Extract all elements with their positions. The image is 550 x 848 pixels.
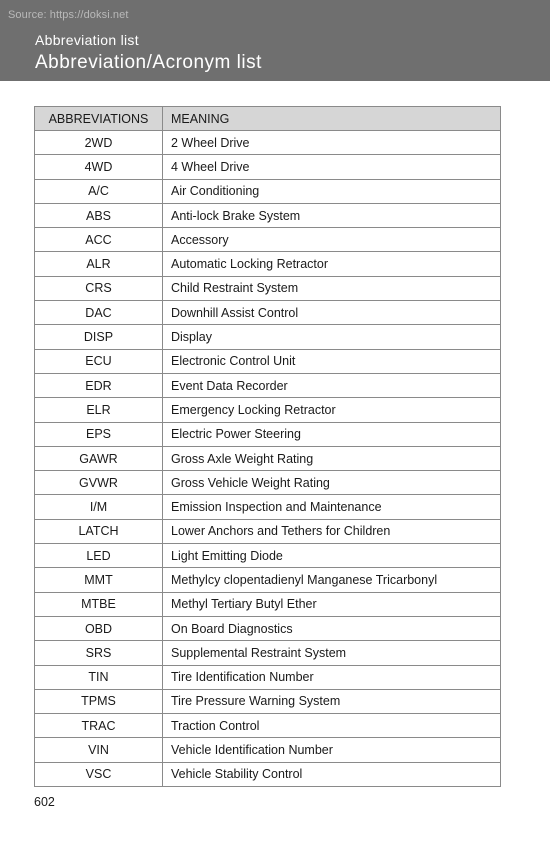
- abbreviation-cell: DAC: [35, 301, 163, 325]
- abbreviation-cell: I/M: [35, 495, 163, 519]
- table-row: [35, 689, 501, 713]
- meaning-cell: Display: [163, 325, 501, 349]
- table-row: [35, 641, 501, 665]
- abbreviation-cell: ALR: [35, 252, 163, 276]
- abbreviation-cell: OBD: [35, 616, 163, 640]
- table-row: [35, 519, 501, 543]
- table-row: [35, 568, 501, 592]
- meaning-cell: Emergency Locking Retractor: [163, 398, 501, 422]
- table-row: [35, 495, 501, 519]
- abbreviation-cell: ACC: [35, 228, 163, 252]
- abbreviation-table-container: [34, 106, 500, 787]
- meaning-cell: Vehicle Stability Control: [163, 762, 501, 786]
- abbreviation-cell: GAWR: [35, 446, 163, 470]
- table-row: [35, 665, 501, 689]
- abbreviation-cell: LED: [35, 544, 163, 568]
- table-row: [35, 446, 501, 470]
- header-band: [0, 0, 550, 81]
- table-row: [35, 349, 501, 373]
- table-row: [35, 131, 501, 155]
- meaning-cell: Light Emitting Diode: [163, 544, 501, 568]
- meaning-cell: 4 Wheel Drive: [163, 155, 501, 179]
- table-row: [35, 544, 501, 568]
- table-row: [35, 714, 501, 738]
- meaning-cell: Child Restraint System: [163, 276, 501, 300]
- table-row: [35, 738, 501, 762]
- meaning-cell: Air Conditioning: [163, 179, 501, 203]
- meaning-cell: Event Data Recorder: [163, 373, 501, 397]
- page-number: 602: [34, 795, 55, 809]
- meaning-cell: Gross Axle Weight Rating: [163, 446, 501, 470]
- table-body: [35, 131, 501, 787]
- abbreviation-cell: TIN: [35, 665, 163, 689]
- table-row: [35, 179, 501, 203]
- abbreviation-cell: CRS: [35, 276, 163, 300]
- page-title: Abbreviation/Acronym list: [35, 52, 262, 73]
- meaning-cell: Supplemental Restraint System: [163, 641, 501, 665]
- meaning-cell: Tire Pressure Warning System: [163, 689, 501, 713]
- meaning-cell: Methylcy clopentadienyl Manganese Tricarbonyl: [163, 568, 501, 592]
- table-row: [35, 398, 501, 422]
- table-row: [35, 203, 501, 227]
- table-row: [35, 155, 501, 179]
- meaning-cell: Tire Identification Number: [163, 665, 501, 689]
- table-row: [35, 373, 501, 397]
- abbreviation-table: [34, 106, 501, 787]
- abbreviation-cell: 4WD: [35, 155, 163, 179]
- abbreviation-cell: LATCH: [35, 519, 163, 543]
- abbreviation-cell: ABS: [35, 203, 163, 227]
- meaning-cell: Electric Power Steering: [163, 422, 501, 446]
- table-row: [35, 422, 501, 446]
- meaning-cell: Traction Control: [163, 714, 501, 738]
- meaning-cell: Automatic Locking Retractor: [163, 252, 501, 276]
- meaning-cell: Lower Anchors and Tethers for Children: [163, 519, 501, 543]
- abbreviation-cell: MMT: [35, 568, 163, 592]
- abbreviation-cell: MTBE: [35, 592, 163, 616]
- table-row: [35, 252, 501, 276]
- meaning-cell: Methyl Tertiary Butyl Ether: [163, 592, 501, 616]
- table-row: [35, 301, 501, 325]
- abbreviation-cell: VIN: [35, 738, 163, 762]
- meaning-cell: Vehicle Identification Number: [163, 738, 501, 762]
- column-header-meaning: MEANING: [163, 107, 501, 131]
- table-row: [35, 276, 501, 300]
- abbreviation-cell: ELR: [35, 398, 163, 422]
- table-row: [35, 228, 501, 252]
- abbreviation-cell: 2WD: [35, 131, 163, 155]
- abbreviation-cell: VSC: [35, 762, 163, 786]
- abbreviation-cell: GVWR: [35, 471, 163, 495]
- abbreviation-cell: TRAC: [35, 714, 163, 738]
- abbreviation-cell: ECU: [35, 349, 163, 373]
- abbreviation-cell: TPMS: [35, 689, 163, 713]
- meaning-cell: Anti-lock Brake System: [163, 203, 501, 227]
- meaning-cell: On Board Diagnostics: [163, 616, 501, 640]
- meaning-cell: Accessory: [163, 228, 501, 252]
- abbreviation-cell: A/C: [35, 179, 163, 203]
- abbreviation-cell: EDR: [35, 373, 163, 397]
- abbreviation-cell: EPS: [35, 422, 163, 446]
- abbreviation-cell: SRS: [35, 641, 163, 665]
- meaning-cell: Downhill Assist Control: [163, 301, 501, 325]
- column-header-abbreviations: ABBREVIATIONS: [35, 107, 163, 131]
- table-row: [35, 325, 501, 349]
- table-row: [35, 592, 501, 616]
- table-row: [35, 616, 501, 640]
- table-row: [35, 471, 501, 495]
- section-label: Abbreviation list: [35, 32, 139, 48]
- meaning-cell: Gross Vehicle Weight Rating: [163, 471, 501, 495]
- table-row: [35, 762, 501, 786]
- table-header-row: [35, 107, 501, 131]
- meaning-cell: 2 Wheel Drive: [163, 131, 501, 155]
- meaning-cell: Electronic Control Unit: [163, 349, 501, 373]
- abbreviation-cell: DISP: [35, 325, 163, 349]
- source-watermark: Source: https://doksi.net: [8, 9, 129, 21]
- meaning-cell: Emission Inspection and Maintenance: [163, 495, 501, 519]
